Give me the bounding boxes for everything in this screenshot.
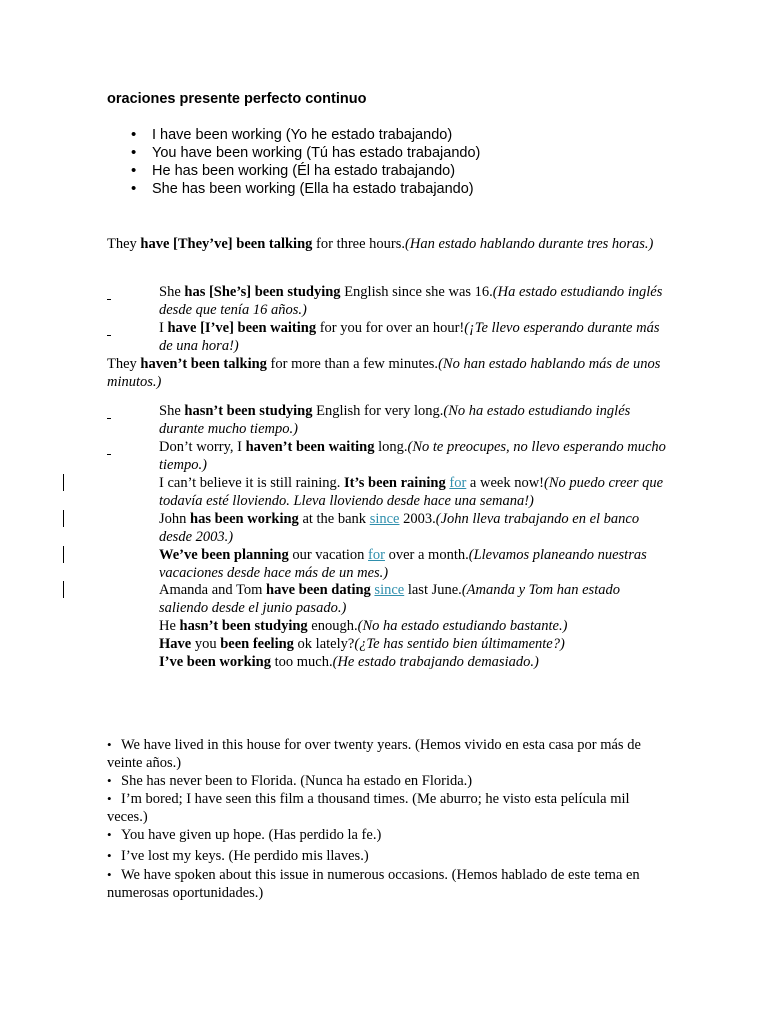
example-sentence: They have [They’ve] been talking for three hours.(Han estado hablando durante tres horas.) — [107, 236, 654, 252]
bullet: • — [107, 791, 112, 806]
list-item: • I have been working (Yo he estado trabajando) — [131, 126, 480, 144]
list-item: • You have given up hope. (Has perdido la fe.) — [107, 827, 382, 843]
bullet: • — [107, 848, 112, 863]
list-item: • I’m bored; I have seen this film a thousand times. (Me aburro; he visto esta película mil veces.) — [107, 791, 630, 825]
page-title: oraciones presente perfecto continuo — [107, 91, 367, 107]
link-for[interactable]: for — [449, 475, 467, 491]
intro-bullet-list — [131, 126, 480, 198]
example-sentence: Amanda and Tom have been dating since last June.(Amanda y Tom han estado saliendo desde el junio pasado.) — [159, 582, 620, 616]
example-sentence: I’ve been working too much.(He estado trabajando demasiado.) — [159, 654, 539, 670]
example-sentence: Don’t worry, I haven’t been waiting long.(No te preocupes, no llevo esperando mucho tiempo.) — [159, 439, 666, 473]
example-sentence: She has [She’s] been studying English since she was 16.(Ha estado estudiando inglés desde que tenía 16 años.) — [159, 284, 663, 318]
example-sentence: We’ve been planning our vacation for over a month.(Llevamos planeando nuestras vacaciones desde hace más de un mes.) — [159, 547, 647, 581]
example-sentence: John has been working at the bank since 2003.(John lleva trabajando en el banco desde 2003.) — [159, 511, 640, 545]
example-sentence: I have [I’ve] been waiting for you for over an hour!(¡Te llevo esperando durante más de una hora!) — [159, 320, 660, 354]
list-marker — [107, 335, 111, 336]
list-item: • You have been working (Tú has estado trabajando) — [131, 144, 480, 162]
list-marker — [107, 299, 111, 300]
list-marker — [107, 418, 111, 419]
revision-bar — [63, 510, 64, 527]
bullet: • — [107, 773, 112, 788]
list-item: • She has been working (Ella ha estado trabajando) — [131, 180, 480, 198]
list-item: • I’ve lost my keys. (He perdido mis llaves.) — [107, 848, 369, 864]
example-sentence: I can’t believe it is still raining. It’s been raining for a week now!(No puedo creer que todavía esté lloviendo. Lleva lloviendo desde hace una semana!) — [159, 475, 664, 509]
example-sentence: They haven’t been talking for more than a few minutes.(No han estado hablando más de unos minutos.) — [107, 356, 661, 390]
revision-bar — [63, 581, 64, 598]
list-marker — [107, 454, 111, 455]
bullet: • — [107, 737, 112, 752]
bullet: • — [107, 867, 112, 882]
bullet: • — [107, 827, 112, 842]
link-for[interactable]: for — [368, 547, 385, 563]
link-since[interactable]: since — [374, 582, 405, 598]
revision-bar — [63, 546, 64, 563]
example-sentence: He hasn’t been studying enough.(No ha estado estudiando bastante.) — [159, 618, 568, 634]
example-question: Have you been feeling ok lately?(¿Te has sentido bien últimamente?) — [159, 636, 565, 652]
list-item: • We have spoken about this issue in numerous occasions. (Hemos hablado de este tema en numerosas oportunidades.) — [107, 867, 640, 901]
link-since[interactable]: since — [369, 511, 400, 527]
example-sentence: She hasn’t been studying English for very long.(No ha estado estudiando inglés durante mucho tiempo.) — [159, 403, 631, 437]
list-item: • He has been working (Él ha estado trabajando) — [131, 162, 480, 180]
revision-bar — [63, 474, 64, 491]
list-item: • We have lived in this house for over twenty years. (Hemos vivido en esta casa por más de veinte años.) — [107, 737, 641, 771]
list-item: • She has never been to Florida. (Nunca ha estado en Florida.) — [107, 773, 473, 789]
